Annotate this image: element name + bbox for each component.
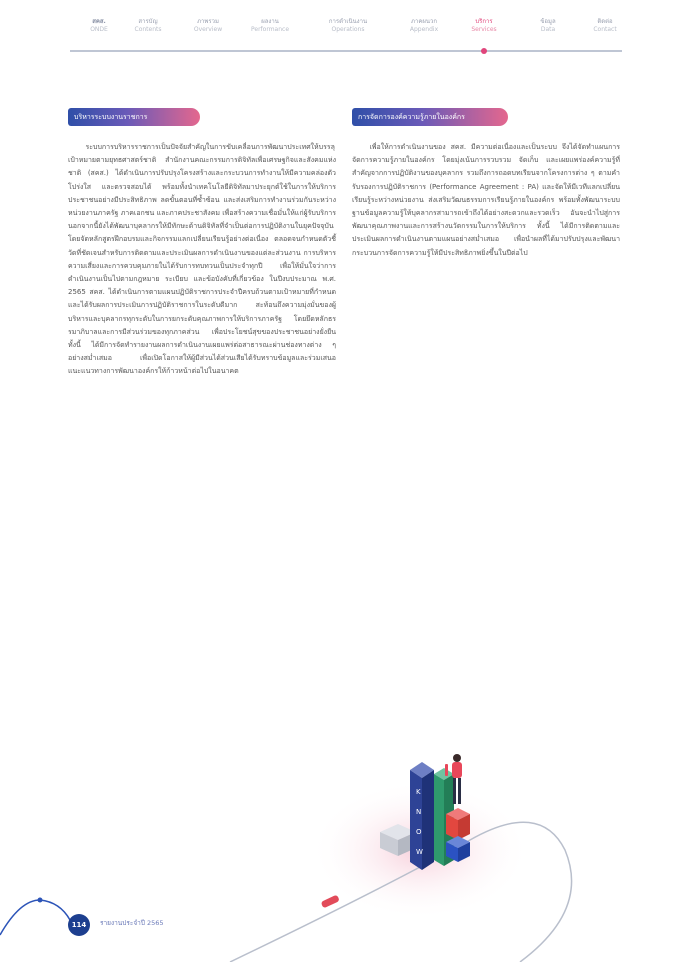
- nav-item-sublabel: Appendix: [409, 26, 439, 33]
- block-letter: K: [416, 788, 421, 796]
- nav-item-sublabel: Operations: [331, 26, 365, 33]
- path-line-blue: [0, 900, 70, 935]
- nav-item-sublabel: Overview: [193, 26, 223, 33]
- body-column-left: [68, 141, 336, 379]
- nav-item-sublabel: ONDE: [90, 26, 108, 33]
- page-number-badge: 114: [68, 914, 90, 936]
- stack-right-face: [422, 770, 434, 870]
- nav-item-appendix[interactable]: [406, 18, 442, 34]
- nav-item-label: ข้อมูล: [540, 18, 556, 25]
- person-head: [453, 754, 461, 762]
- nav-item-logo[interactable]: [82, 18, 116, 34]
- path-dot: [38, 898, 43, 903]
- nav-item-performance[interactable]: [246, 18, 294, 34]
- section-heading-left: บริหารระบบงานราชการ: [68, 108, 200, 126]
- nav-item-contents[interactable]: [128, 18, 168, 34]
- nav-divider: [70, 50, 622, 52]
- nav-item-label: สารบัญ: [138, 18, 158, 25]
- block-letter: O: [416, 828, 422, 836]
- body-paragraph: ระบบการบริหารราชการเป็นปัจจัยสำคัญในการขับเคลื่อนการพัฒนาประเทศให้บรรลุเป้าหมายตามยุทธศาสตร์ชาติ สำนักงานคณะกรรมการดิจิทัลเพื่อเศรษฐกิจและสังคมแห่งชาติ (สคส.) ได้ดำเนินการปรับปรุงโครงสร้างและกระบวนการทำงานให้มีความคล่องตัว โปร่งใส และตรวจสอบได้ พร้อมทั้งนำเทคโนโลยีดิจิทัลมาประยุกต์ใช้ในการให้บริการประชาชนอย่างมีประสิทธิภาพ ลดขั้นตอนที่ซ้ำซ้อน และส่งเสริมการทำงานร่วมกันระหว่างหน่วยงานภาครัฐ ภาคเอกชน และภาคประชาสังคม เพื่อสร้างความเชื่อมั่นให้แก่ผู้รับบริการ นอกจากนี้ยังได้พัฒนาบุคลากรให้มีทักษะด้านดิจิทัลที่จำเป็นต่อการปฏิบัติงานในยุคปัจจุบัน โดยจัดหลักสูตรฝึกอบรมและกิจกรรมแลกเปลี่ยนเรียนรู้อย่างต่อเนื่อง ตลอดจนกำหนดตัวชี้วัดที่ชัดเจนสำหรับการติดตามและประเมินผลการดำเนินงานของแต่ละส่วนงาน การบริหารความเสี่ยงและการควบคุมภายในได้รับการทบทวนเป็นประจำทุกปี เพื่อให้มั่นใจว่าการดำเนินงานเป็นไปตามกฎหมาย ระเบียบ และข้อบังคับที่เกี่ยวข้อง ในปีงบประมาณ พ.ศ. 2565 สคส. ได้ดำเนินการตามแผนปฏิบัติราชการประจำปีครบถ้วนตามเป้าหมายที่กำหนด และได้รับผลการประเมินการปฏิบัติราชการในระดับดีมาก สะท้อนถึงความมุ่งมั่นของผู้บริหารและบุคลากรทุกระดับในการยกระดับคุณภาพการให้บริการภาครัฐ โดยยึดหลักธรรมาภิบาลและการมีส่วนร่วมของทุกภาคส่วน เพื่อประโยชน์สุขของประชาชนอย่างยั่งยืน ทั้งนี้ ได้มีการจัดทำรายงานผลการดำเนินงานเผยแพร่ต่อสาธารณะผ่านช่องทางต่าง ๆ อย่างสม่ำเสมอ เพื่อเปิดโอกาสให้ผู้มีส่วนได้ส่วนเสียได้รับทราบข้อมูลและร่วมเสนอแนะแนวทางการพัฒนาองค์กรให้ก้าวหน้าต่อไปในอนาคต: [68, 143, 336, 376]
- block-letter: W: [416, 848, 423, 856]
- top-navigation: [70, 18, 622, 52]
- nav-item-services[interactable]: [458, 18, 510, 34]
- nav-item-label: ภาคผนวก: [411, 18, 437, 25]
- nav-item-sublabel: Contact: [593, 26, 617, 33]
- nav-item-label: การดำเนินงาน: [328, 18, 368, 25]
- nav-item-label: บริการ: [475, 18, 493, 25]
- nav-item-label: ติดต่อ: [597, 18, 613, 25]
- block-letter: N: [416, 808, 422, 816]
- red-marker: [321, 894, 340, 908]
- nav-item-sublabel: Performance: [250, 26, 290, 33]
- body-column-right: [352, 141, 620, 260]
- footer-title: รายงานประจำปี 2565: [100, 919, 164, 927]
- nav-item-sublabel: Contents: [134, 26, 162, 33]
- section-heading-right: การจัดการองค์ความรู้ภายในองค์กร: [352, 108, 508, 126]
- nav-item-overview[interactable]: [184, 18, 232, 34]
- nav-item-sublabel: Services: [471, 26, 497, 33]
- person-body: [452, 762, 462, 778]
- nav-active-marker: [481, 48, 487, 54]
- nav-item-contact[interactable]: [588, 18, 622, 34]
- nav-item-sublabel: Data: [540, 26, 556, 33]
- nav-item-operations[interactable]: [306, 18, 390, 34]
- nav-item-label: ผลงาน: [261, 18, 279, 25]
- nav-item-label: ภาพรวม: [197, 18, 219, 25]
- body-paragraph: เพื่อให้การดำเนินงานของ สคส. มีความต่อเนื่องและเป็นระบบ จึงได้จัดทำแผนการจัดการความรู้ภายในองค์กร โดยมุ่งเน้นการรวบรวม จัดเก็บ และเผยแพร่องค์ความรู้ที่สำคัญจากการปฏิบัติงานของบุคลากร รวมถึงการถอดบทเรียนจากโครงการต่าง ๆ ตามคำรับรองการปฏิบัติราชการ (Performance Agreement : PA) และจัดให้มีเวทีแลกเปลี่ยนเรียนรู้ระหว่างหน่วยงาน ส่งเสริมวัฒนธรรมการเรียนรู้ภายในองค์กร พร้อมทั้งพัฒนาระบบฐานข้อมูลความรู้ให้บุคลากรสามารถเข้าถึงได้อย่างสะดวกและรวดเร็ว อันจะนำไปสู่การพัฒนาคุณภาพงานและการสร้างนวัตกรรมในการให้บริการ ทั้งนี้ ได้มีการติดตามและประเมินผลการดำเนินงานตามแผนอย่างสม่ำเสมอ เพื่อนำผลที่ได้มาปรับปรุงและพัฒนากระบวนการจัดการความรู้ให้มีประสิทธิภาพยิ่งขึ้นในปีต่อไป: [352, 143, 620, 257]
- nav-item-label: สคส.: [92, 18, 106, 25]
- nav-item-data[interactable]: [526, 18, 570, 34]
